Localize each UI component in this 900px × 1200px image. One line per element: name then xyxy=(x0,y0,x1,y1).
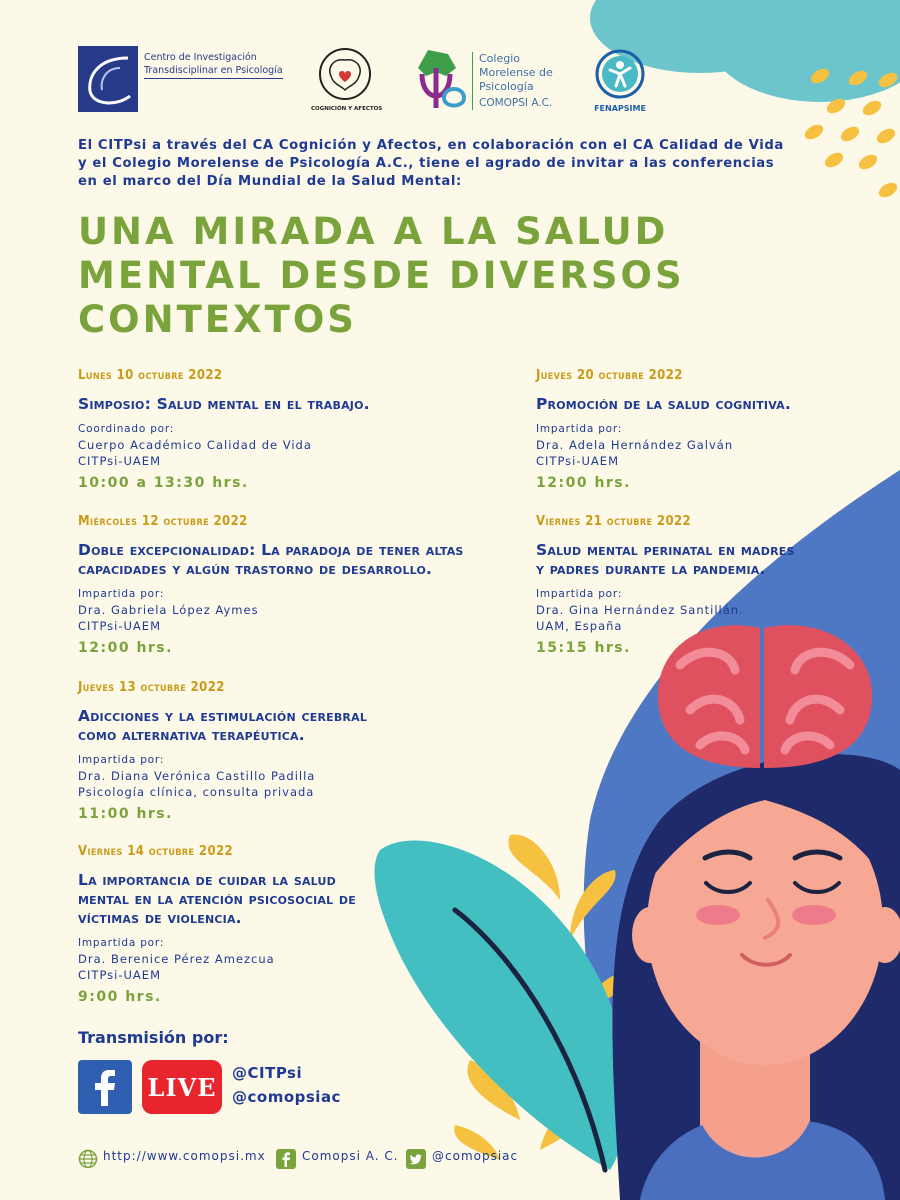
event-date: Miércoles 12 octubre 2022 xyxy=(78,514,248,529)
intro-line-2: y el Colegio Morelense de Psicología A.C., tiene el agrado de invitar a las conferencias xyxy=(78,156,775,171)
event-speaker: Dra. Diana Verónica Castillo Padilla xyxy=(78,769,316,783)
intro-text xyxy=(78,137,798,191)
event-card xyxy=(536,368,876,491)
title-line-3: CONTEXTOS xyxy=(78,298,357,341)
event-name-line: La importancia de cuidar la salud xyxy=(78,871,336,889)
live-badge[interactable]: LIVE xyxy=(142,1060,222,1114)
colegio-logo-line3: Psicología xyxy=(479,80,534,93)
footer-facebook-icon xyxy=(276,1149,296,1169)
fenapsime-logo-label: FENAPSIME xyxy=(594,104,646,113)
event-date: Viernes 21 octubre 2022 xyxy=(536,514,692,529)
event-name xyxy=(78,541,498,579)
footer-facebook-link[interactable]: Comopsi A. C. xyxy=(302,1149,399,1163)
event-card xyxy=(78,368,498,491)
main-title xyxy=(78,210,698,342)
event-role-label: Coordinado por: xyxy=(78,423,175,435)
event-affiliation: CITPsi-UAEM xyxy=(78,454,161,468)
event-name-line: víctimas de violencia. xyxy=(78,909,242,927)
handle-citpsi[interactable]: @CITPsi xyxy=(232,1064,303,1082)
transmission-label: Transmisión por: xyxy=(78,1028,229,1047)
event-speaker: Dra. Adela Hernández Galván xyxy=(536,438,734,452)
fenapsime-emblem-icon xyxy=(594,48,646,100)
event-speaker: Cuerpo Académico Calidad de Vida xyxy=(78,438,312,452)
event-speaker: Dra. Gina Hernández Santillán. xyxy=(536,603,744,617)
footer-twitter-icon xyxy=(406,1149,426,1169)
logo-colegio-morelense xyxy=(408,46,578,116)
event-name-line: Doble excepcionalidad: La paradoja de tener altas xyxy=(78,541,464,559)
brain-heart-icon xyxy=(315,46,375,102)
colegio-logo-line1: Colegio xyxy=(479,52,521,65)
event-name xyxy=(536,541,876,579)
event-role-label: Impartida por: xyxy=(78,588,165,600)
event-time: 11:00 hrs. xyxy=(78,806,173,822)
event-affiliation: CITPsi-UAEM xyxy=(78,968,161,982)
event-role-label: Impartida por: xyxy=(78,937,165,949)
event-role-label: Impartida por: xyxy=(536,423,623,435)
citpsi-logo-line2: Transdisciplinar en Psicología xyxy=(144,65,283,79)
facebook-live-button[interactable] xyxy=(78,1060,132,1114)
event-card xyxy=(78,514,498,656)
logo-fenapsime xyxy=(590,48,650,118)
event-name-line: Promoción de la salud cognitiva. xyxy=(536,395,791,413)
event-name xyxy=(536,395,876,414)
event-time: 9:00 hrs. xyxy=(78,989,162,1005)
event-time: 12:00 hrs. xyxy=(78,640,173,656)
event-date: Jueves 13 octubre 2022 xyxy=(78,680,225,695)
footer-website-link[interactable]: http://www.comopsi.mx xyxy=(103,1149,266,1163)
handle-comopsiac[interactable]: @comopsiac xyxy=(232,1088,341,1106)
logo-cognicion-y-afectos xyxy=(311,46,383,116)
event-card xyxy=(78,844,498,1005)
event-name-line: Simposio: Salud mental en el trabajo. xyxy=(78,395,370,413)
footer-twitter-link[interactable]: @comopsiac xyxy=(432,1149,519,1163)
citpsi-logo-line1: Centro de Investigación xyxy=(144,52,257,63)
event-card xyxy=(536,514,876,656)
event-card xyxy=(78,680,498,822)
event-speaker: Dra. Berenice Pérez Amezcua xyxy=(78,952,275,966)
colegio-logo-line4: COMOPSI A.C. xyxy=(479,97,553,109)
event-name-line: como alternativa terapéutica. xyxy=(78,726,305,744)
event-affiliation: Psicología clínica, consulta privada xyxy=(78,785,315,799)
cognicion-logo-label: COGNICIÓN Y AFECTOS xyxy=(311,106,383,112)
event-affiliation: CITPsi-UAEM xyxy=(78,619,161,633)
event-name-line: y padres durante la pandemia. xyxy=(536,560,766,578)
event-time: 12:00 hrs. xyxy=(536,475,631,491)
event-date: Lunes 10 octubre 2022 xyxy=(78,368,223,383)
facebook-icon xyxy=(78,1060,132,1114)
event-name-line: Adicciones y la estimulación cerebral xyxy=(78,707,368,725)
globe-icon xyxy=(78,1149,98,1169)
event-name xyxy=(78,871,498,928)
event-affiliation: UAM, España xyxy=(536,619,623,633)
event-name-line: Salud mental perinatal en madres xyxy=(536,541,795,559)
intro-line-3: en el marco del Día Mundial de la Salud Mental: xyxy=(78,174,462,189)
title-line-1: UNA MIRADA A LA SALUD xyxy=(78,210,669,253)
event-date: Jueves 20 octubre 2022 xyxy=(536,368,683,383)
citpsi-emblem-icon xyxy=(78,46,138,112)
intro-line-1: El CITPsi a través del CA Cognición y Afectos, en colaboración con el CA Calidad de Vida xyxy=(78,138,784,153)
event-name xyxy=(78,395,498,414)
event-role-label: Impartida por: xyxy=(536,588,623,600)
event-name xyxy=(78,707,498,745)
title-line-2: MENTAL DESDE DIVERSOS xyxy=(78,254,685,297)
event-date: Viernes 14 octubre 2022 xyxy=(78,844,234,859)
comopsi-emblem-icon xyxy=(408,46,468,112)
event-affiliation: CITPsi-UAEM xyxy=(536,454,619,468)
event-role-label: Impartida por: xyxy=(78,754,165,766)
event-speaker: Dra. Gabriela López Aymes xyxy=(78,603,259,617)
event-time: 10:00 a 13:30 hrs. xyxy=(78,475,249,491)
event-name-line: capacidades y algún trastorno de desarrollo. xyxy=(78,560,433,578)
event-name-line: mental en la atención psicosocial de xyxy=(78,890,356,908)
logo-citpsi xyxy=(78,46,288,112)
colegio-logo-line2: Morelense de xyxy=(479,66,553,79)
event-time: 15:15 hrs. xyxy=(536,640,631,656)
